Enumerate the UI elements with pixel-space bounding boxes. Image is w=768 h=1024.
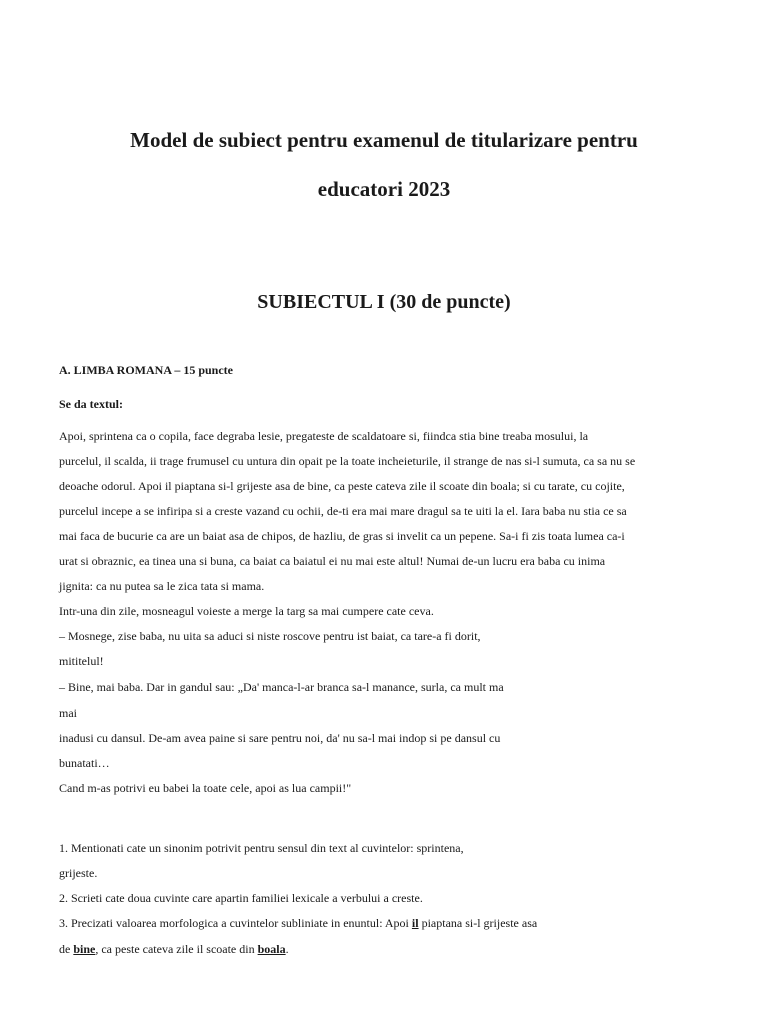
- question-1-line-1: 1. Mentionati cate un sinonim potrivit pentru sensul din text al cuvintelor: sprintena,: [59, 841, 464, 855]
- text-line: Intr-una din zile, mosneagul voieste a merge la targ sa mai cumpere cate ceva.: [59, 604, 434, 618]
- text-line: purcelul incepe a se infiripa si a creste vazand cu ochii, de-ti era mai mare dragul sa te uiti la el. Iara baba nu stia ce sa: [59, 504, 627, 518]
- question-3-text: piaptana si-l grijeste asa: [418, 916, 538, 930]
- text-line: Cand m-as potrivi eu babei la toate cele, apoi as lua campii!": [59, 781, 352, 795]
- text-line: jignita: ca nu putea sa le zica tata si mama.: [59, 579, 265, 593]
- text-line: – Bine, mai baba. Dar in gandul sau: „Da' manca-l-ar branca sa-l manance, surla, ca mult ma: [59, 680, 504, 694]
- subject-heading: SUBIECTUL I (30 de puncte): [257, 291, 511, 313]
- underlined-word-il: il: [411, 916, 419, 930]
- underlined-word-boala: boala: [257, 942, 286, 956]
- text-line: – Mosnege, zise baba, nu uita sa aduci si niste roscove pentru ist baiat, ca tare-a fi dorit,: [59, 629, 481, 643]
- document-title-line-2: educatori 2023: [317, 177, 451, 201]
- text-line: urat si obraznic, ea tinea una si buna, ca baiat ca baiatul ei nu mai este altul! Numai de-un lucru era baba cu inima: [59, 554, 606, 568]
- question-3-text: 3. Precizati valoarea morfologica a cuvintelor subliniate in enuntul: Apoi: [59, 916, 412, 930]
- document-title-line-1: Model de subiect pentru examenul de titularizare pentru: [130, 128, 638, 152]
- text-line: mai faca de bucurie ca are un baiat asa de chipos, de hazliu, de gras si invelit ca un pepene. Sa-i fi zis toata lumea ca-i: [59, 529, 625, 543]
- text-line: purcelul, il scalda, ii trage frumusel cu untura din opait pe la toate incheieturile, il strange de nas si-l sumuta, ca sa nu se: [59, 454, 636, 468]
- question-3-line-1: [59, 915, 537, 931]
- text-line: Apoi, sprintena ca o copila, face degraba lesie, pregateste de scaldatoare si, fiindca stia bine treaba mosului, la: [59, 429, 589, 443]
- text-line: bunatati…: [59, 756, 110, 770]
- text-line: mai: [59, 706, 77, 720]
- question-3-text: , ca peste cateva zile il scoate din: [95, 942, 258, 956]
- underlined-word-bine: bine: [73, 942, 96, 956]
- given-text-label: Se da textul:: [59, 397, 123, 411]
- question-2: 2. Scrieti cate doua cuvinte care apartin familiei lexicale a verbului a creste.: [59, 891, 423, 905]
- question-3-text: de: [59, 942, 74, 956]
- question-1-line-2: grijeste.: [59, 866, 98, 880]
- section-heading: A. LIMBA ROMANA – 15 puncte: [59, 363, 234, 377]
- text-line: deoache odorul. Apoi il piaptana si-l grijeste asa de bine, ca peste cateva zile il scoate din boala; si cu tarate, cu cojite,: [59, 479, 625, 493]
- text-line: inadusi cu dansul. De-am avea paine si sare pentru noi, da' nu sa-l mai indop si pe dansul cu: [59, 731, 501, 745]
- text-line: mititelul!: [59, 654, 104, 668]
- question-3-line-2: [59, 941, 289, 957]
- question-3-text: .: [285, 942, 289, 956]
